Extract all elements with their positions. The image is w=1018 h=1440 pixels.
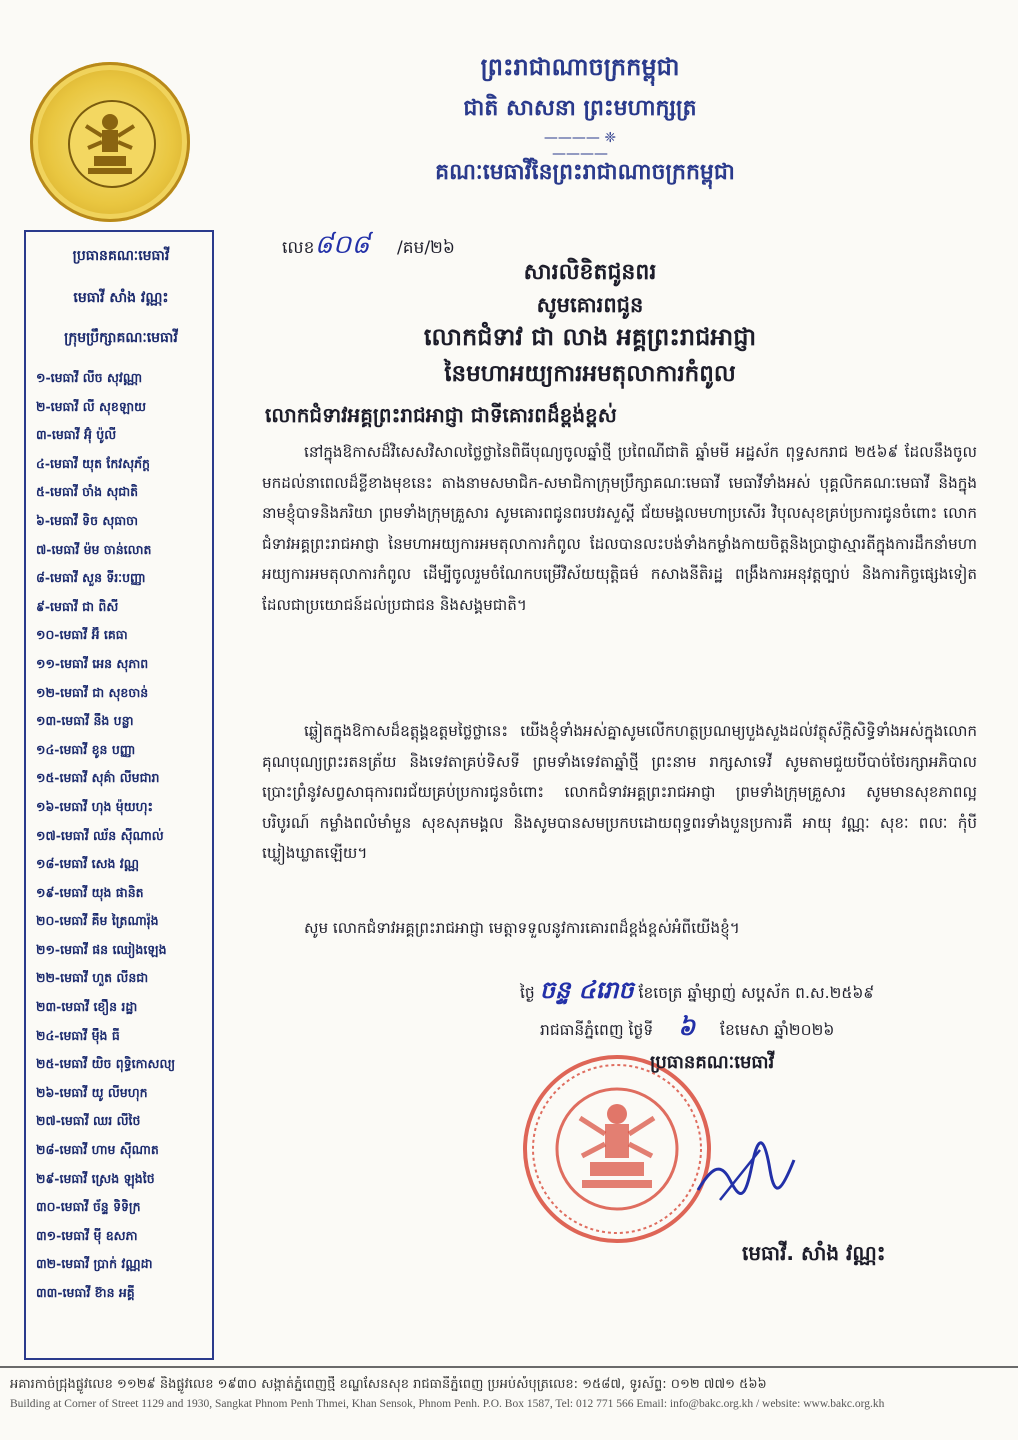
council-member-item: ១៦-មេធាវី ហុង ម៉ុយហុះ xyxy=(36,798,154,814)
council-member-list xyxy=(36,370,212,1314)
reference-handwritten-number: ៨០៨ xyxy=(314,230,370,260)
council-member-item: ១០-មេធាវី អ៊ឹ គេធា xyxy=(36,627,128,643)
council-member-item: ២៣-មេធាវី ខឿន រដ្ឋា xyxy=(36,999,138,1015)
council-member-item: ៨-មេធាវី សួន ទីរៈបញ្ញា xyxy=(36,570,146,586)
council-member-item: ២៩-មេធាវី ស្រេង ឡុងថៃ xyxy=(36,1170,155,1186)
lunar-date xyxy=(520,975,874,1010)
council-member-item: ៩-មេធាវី ជា ពិសី xyxy=(36,598,119,614)
addressee-name: លោកជំទាវ ជា លាង អគ្គព្រះរាជអាជ្ញា xyxy=(423,323,757,351)
footer-address-khmer: អគារកាច់ជ្រុងផ្លូវលេខ ១១២៩ និងផ្លូវលេខ ១៩៣០ សង្កាត់ភ្នំពេញថ្មី ខណ្ឌសែនសុខ រាជធានីភ្នំពេញ ប្រអប់សំបុត្រលេខ: ១៥៨៧, ទូរស័ព្ទ: ០១២ ៧៧១ ៥៦៦ xyxy=(10,1377,767,1392)
council-member-item: ១៩-មេធាវី យុង ផានិត xyxy=(36,884,144,900)
official-red-stamp xyxy=(520,1052,715,1247)
signer-title: ប្រធានគណៈមេធាវី xyxy=(650,1052,775,1073)
salutation: លោកជំទាវអគ្គព្រះរាជអាជ្ញា ជាទីគោរពដ៏ខ្ពង់ខ្ពស់ xyxy=(265,403,617,427)
council-member-item: ១៨-មេធាវី សេង វណ្ណ xyxy=(36,856,140,872)
handwritten-signature xyxy=(690,1130,800,1210)
council-member-item: ៣២-មេធាវី ប្រាក់ វណ្ណដា xyxy=(36,1256,153,1272)
letter-title: សារលិខិតជូនពរ xyxy=(523,260,657,285)
council-member-item: ២-មេធាវី លី សុខឡាយ xyxy=(36,398,147,414)
kingdom-title: ព្រះរាជាណាចក្រកម្ពុជា xyxy=(480,53,680,81)
council-member-item: ៣៣-មេធាវី ខ៊ាន អគ្គី xyxy=(36,1285,135,1300)
lunar-date-prefix: ថ្ងៃ xyxy=(520,984,535,1002)
solar-date xyxy=(540,1012,834,1047)
council-member-item: ១៤-មេធាវី ខូន បញ្ញា xyxy=(36,741,136,757)
president-heading: ប្រធានគណៈមេធាវី xyxy=(72,248,170,264)
reference-number xyxy=(282,228,455,266)
solar-date-rest: ខែមេសា ឆ្នាំ២០២៦ xyxy=(720,1021,835,1039)
addressee-intro: សូមគោរពជូន xyxy=(536,293,644,317)
council-member-item: ៥-មេធាវី ចាំង សុជាតិ xyxy=(36,484,139,500)
bar-association-name: គណៈមេធាវីនៃព្រះរាជាណាចក្រកម្ពុជា xyxy=(435,160,735,185)
council-member-item: ២២-មេធាវី ហួត លីនជា xyxy=(36,970,149,986)
lunar-date-handwritten: ចន្ទ ៤រោច xyxy=(539,976,634,1004)
council-member-item: ៤-មេធាវី យុត កែវសុភ័ក្ត xyxy=(36,455,150,471)
council-member-item: ៦-មេធាវី ទិច សុធាចា xyxy=(36,512,139,528)
body-paragraph-2: ឆ្លៀតក្នុងឱកាសដ៏ឧត្តុង្គឧត្តមថ្លៃថ្លានេះ យើងខ្ញុំទាំងអស់គ្នាសូមលើកហត្ថប្រណម្យបួងសួងដល់វត្ថុស័ក្តិសិទ្ធិទាំងអស់ក្នុងលោក គុណបុណ្យព្រះរតនត្រ័យ និងទេវតាគ្រប់ទិសទី ព្រមទាំងទេវតាឆ្នាំថ្មី ព្រះនាម រាក្សសាទេវី សូមតាមជួយបីបាច់ថែរក្សាអភិបាល ប្រោះព្រំនូវសព្វសាធុការពរជ័យគ្រប់ប្រការជូនចំពោះ លោកជំទាវអគ្គព្រះរាជអាជ្ញា ព្រមទាំងក្រុមគ្រួសារ សូមមានសុខភាពល្អបរិបូរណ៍ កម្លាំងពលំមាំមួន សុខសុភមង្គល និងសូមបានសមប្រកបដោយពុទ្ធពរទាំងបួនប្រការគឺ អាយុ វណ្ណៈ សុខៈ ពលៈ កុំបីឃ្លៀងឃ្លាតឡើយ។ xyxy=(262,722,977,862)
council-member-item: ១៥-មេធាវី សុគ៌ា លីមជារា xyxy=(36,770,160,786)
council-member-item: ១៣-មេធាវី នឹង បន្លា xyxy=(36,713,134,729)
addressee-institution: នៃមហាអយ្យការអមតុលាការកំពូល xyxy=(444,361,736,387)
footer-divider xyxy=(0,1366,1018,1368)
footer-address-english: Building at Corner of Street 1129 and 1930, Sangkat Phnom Penh Thmei, Khan Sensok, Phnom Penh. P.O. Box 1587, Tel: 012 771 566 Email: info@bakc.org.kh / website: www.bakc.org.kh xyxy=(10,1398,885,1410)
body-paragraph-1: នៅក្នុងឱកាសដ៏វិសេសវិសាលថ្លៃថ្លានៃពិធីបុណ្យចូលឆ្នាំថ្មី ប្រពៃណីជាតិ ឆ្នាំមមី អដ្ឋស័ក ពុទ្ធសករាជ ២៥៦៩ ដែលនឹងចូលមកដល់នាពេលដ៏ខ្លីខាងមុខនេះ តាងនាមសមាជិក-សមាជិកាក្រុមប្រឹក្សាគណៈមេធាវី មេធាវីទាំងអស់ បុគ្គលិកគណៈមេធាវី និងក្នុងនាមខ្ញុំបាទនិងភរិយា ព្រមទាំងក្រុមគ្រួសារ សូមគោរពជូនពរបវរសួស្តី ជ័យមង្គលមហាប្រសើរ វិបុលសុខគ្រប់ប្រការជូនចំពោះ លោកជំទាវអគ្គព្រះរាជអាជ្ញា នៃមហាអយ្យការអមតុលាការកំពូល ដែលបានលះបង់ទាំងកម្លាំងកាយចិត្តនិងប្រាជ្ញាស្មារតីក្នុងការដឹកនាំមហាអយ្យការអមតុលាការកំពូល ដើម្បីចូលរួមចំណែកបម្រើវិស័យយុត្តិធម៌ កសាងនីតិរដ្ឋ ពង្រឹងការអនុវត្តច្បាប់ និងការកិច្ចផ្សេងទៀតដែលជាប្រយោជន៍ដល់ប្រជាជន និងសង្គមជាតិ។ xyxy=(262,443,977,614)
lunar-date-rest: ខែចេត្រ ឆ្នាំម្សាញ់ សប្តស័ក ព.ស.២៥៦៩ xyxy=(638,984,875,1002)
national-motto: ជាតិ សាសនា ព្រះមហាក្សត្រ xyxy=(463,96,697,121)
signer-name: មេធាវី. សាំង វណ្ណះ xyxy=(742,1241,886,1265)
solar-date-prefix: រាជធានីភ្នំពេញ ថ្ងៃទី xyxy=(540,1021,654,1039)
council-member-item: ៣០-មេធាវី ច័ន្ទ ទិទិក្រ xyxy=(36,1199,141,1215)
council-heading: ក្រុមប្រឹក្សាគណៈមេធាវី xyxy=(64,330,178,346)
council-member-item: ២៨-មេធាវី ហាម ស៊ីណាត xyxy=(36,1142,159,1158)
reference-suffix: /គម/២៦ xyxy=(397,238,455,258)
council-member-item: ១-មេធាវី លីច សុវណ្ណា xyxy=(36,370,143,385)
council-member-item: ២០-មេធាវី គឹម ត្រៃណារ៉ុង xyxy=(36,913,159,929)
council-member-item: ៧-មេធាវី ម៉ម ចាន់លោត xyxy=(36,541,152,557)
council-member-item: ២៤-មេធាវី ម៉ឹង ធី xyxy=(36,1027,120,1043)
council-sidebar xyxy=(24,230,214,1360)
deity-emblem-icon xyxy=(80,108,140,178)
council-member-item: ២១-មេធាវី ផន ឈៀងឡេង xyxy=(36,941,167,957)
council-member-item: ១១-មេធាវី អេន សុភាព xyxy=(36,655,149,671)
council-member-item: ១៧-មេធាវី ឈ័ន ស៊ីណាល់ xyxy=(36,827,164,843)
council-member-item: ២៦-មេធាវី យូ លីមហុក xyxy=(36,1084,148,1100)
bar-association-seal-logo xyxy=(30,62,190,222)
reference-prefix: លេខ xyxy=(282,238,315,258)
council-member-item: ២៧-មេធាវី ឈរ លីថៃ xyxy=(36,1113,141,1129)
body-paragraph-3: សូម លោកជំទាវអគ្គព្រះរាជអាជ្ញា មេត្តាទទួលនូវការគោរពដ៏ខ្ពង់ខ្ពស់អំពីយើងខ្ញុំ។ xyxy=(304,919,740,937)
council-member-item: ៣-មេធាវី អ៊ុំ ប៉ូលី xyxy=(36,427,117,443)
president-name: មេធាវី សាំង វណ្ណះ xyxy=(73,290,169,306)
header-ornament: ———— ❈ ———— xyxy=(543,130,617,162)
council-member-item: ២៥-មេធាវី យិច ពុទ្ធិកោសល្យ xyxy=(36,1056,176,1072)
council-member-item: ១២-មេធាវី ជា សុខចាន់ xyxy=(36,684,149,700)
solar-day-handwritten: ៦ xyxy=(678,1013,696,1041)
council-member-item: ៣១-មេធាវី ម៉ី ឧសភា xyxy=(36,1227,138,1243)
